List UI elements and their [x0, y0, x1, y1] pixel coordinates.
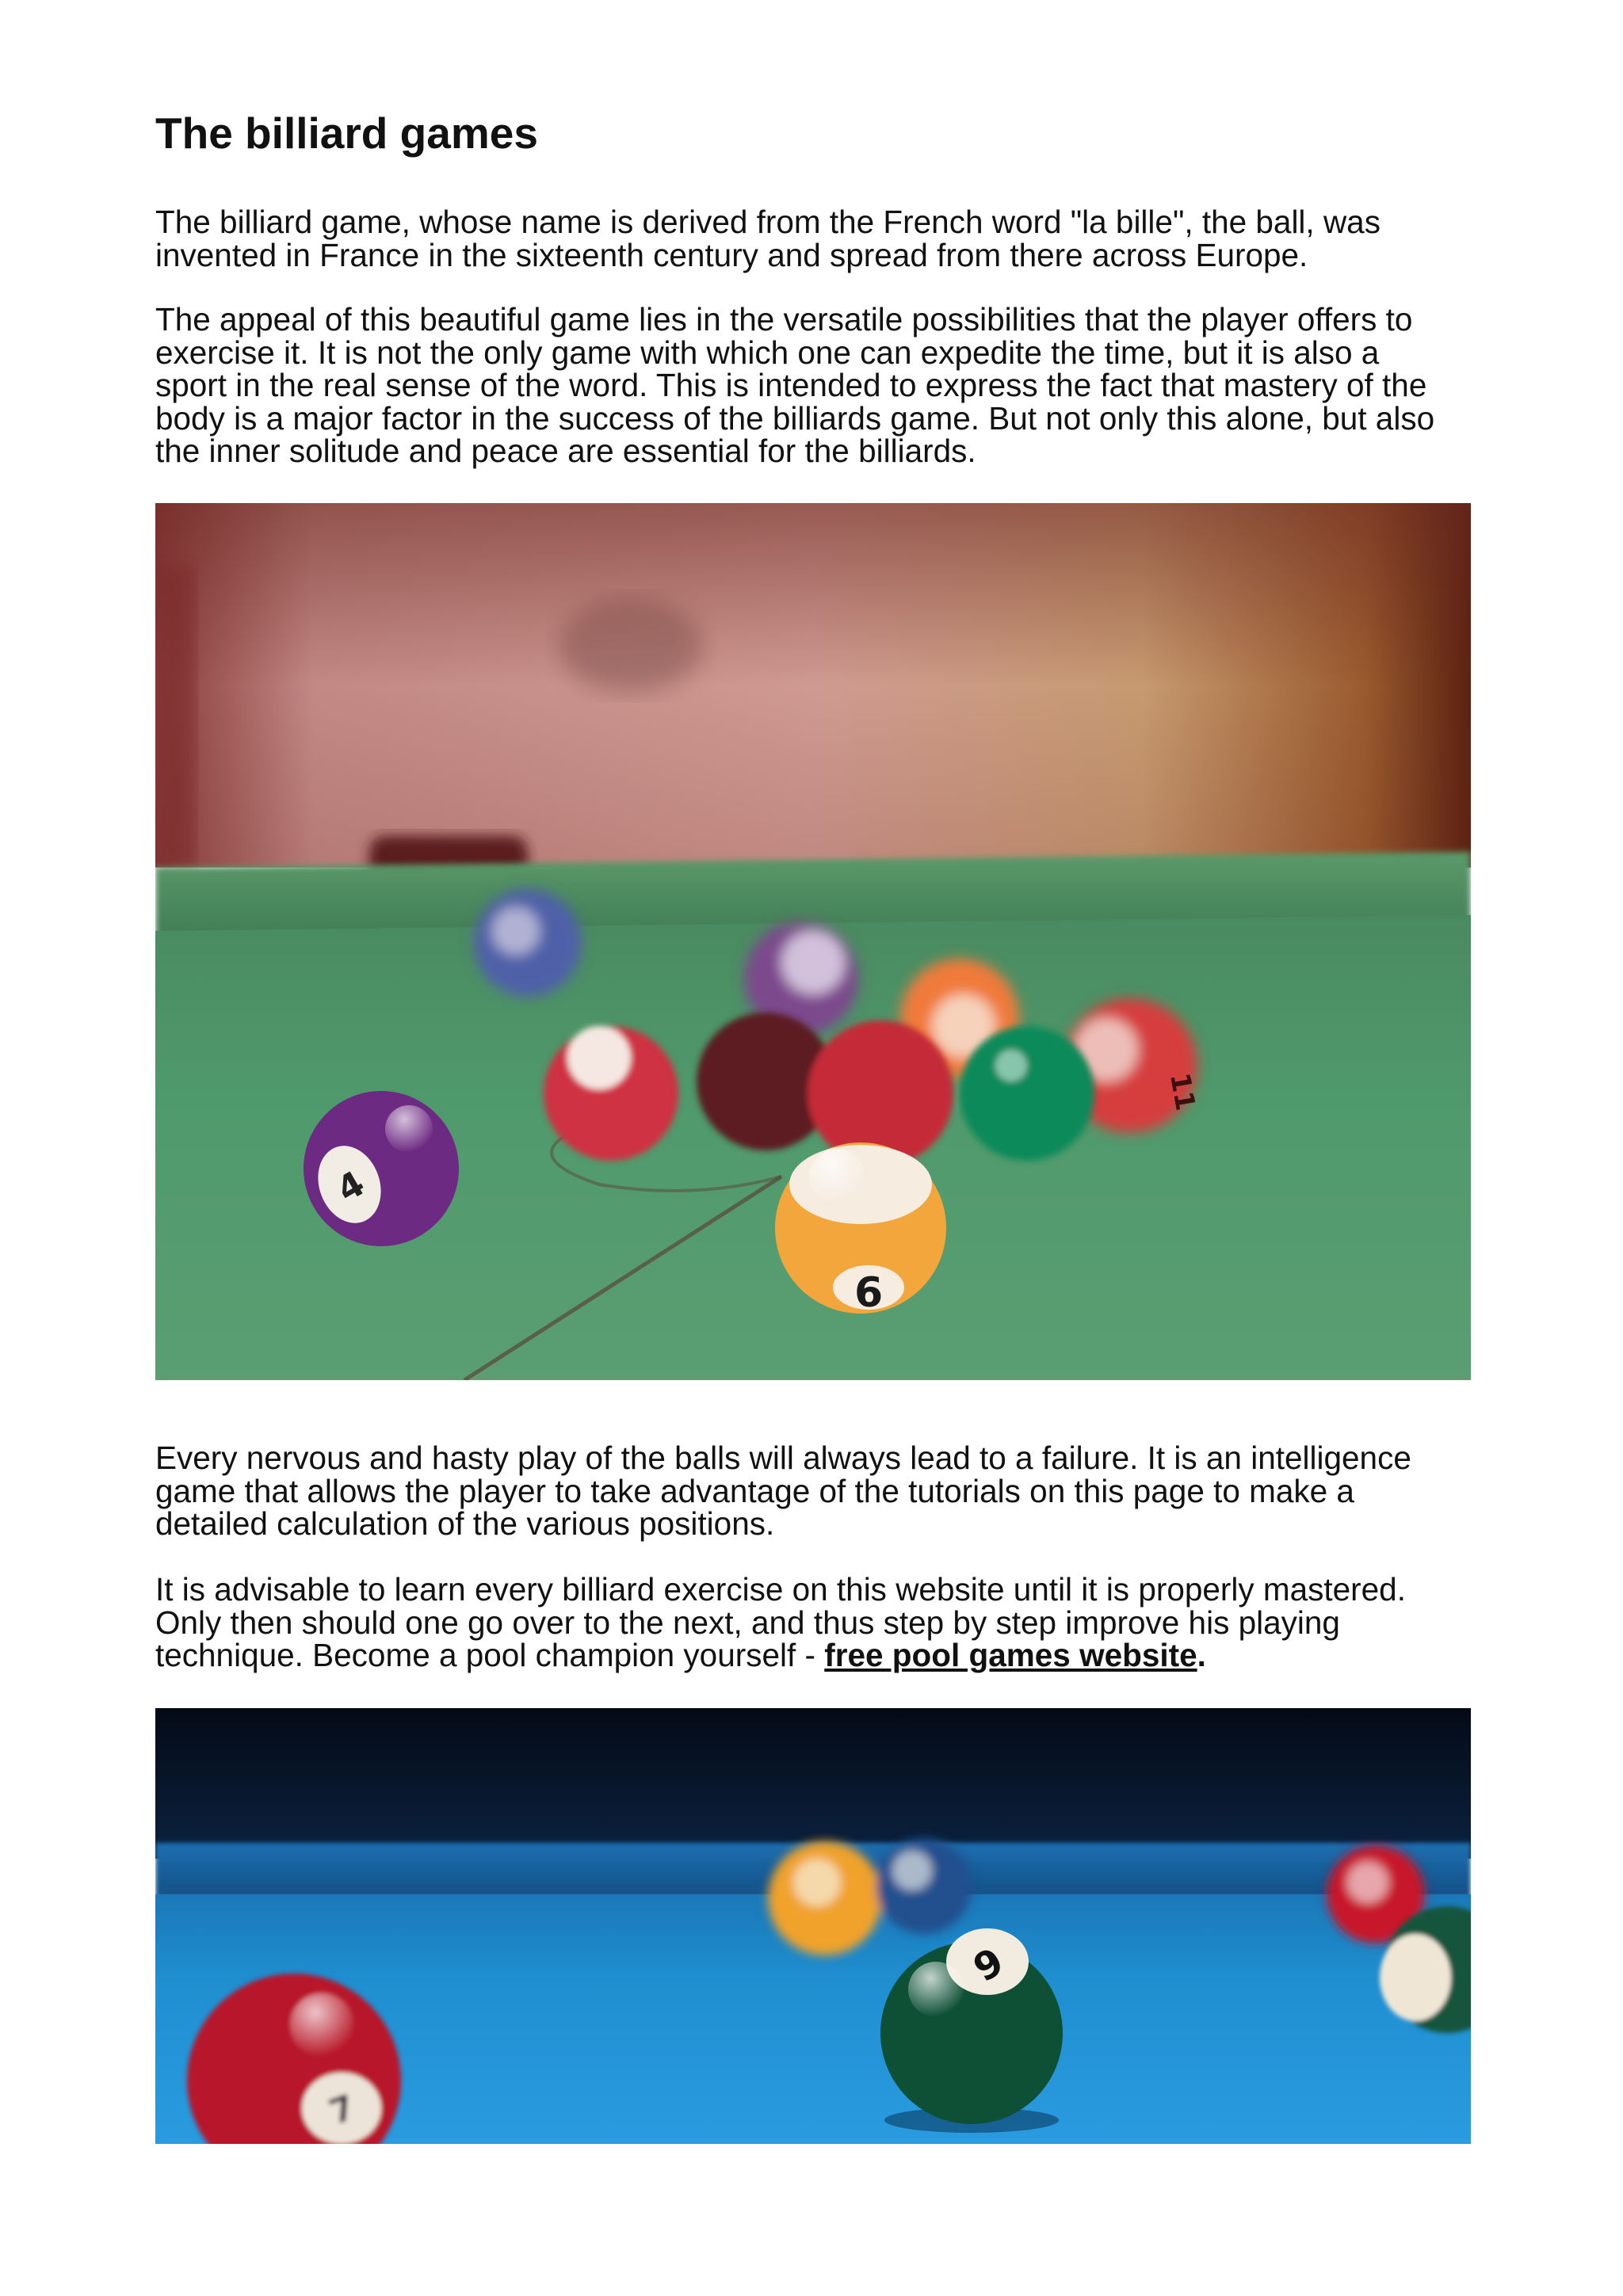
ball-label: 6: [964, 1937, 1010, 1989]
ball-label: 4: [330, 1163, 372, 1211]
text-line-prefix: technique. Become a pool champion yourself -: [155, 1637, 825, 1673]
ball-label: 7: [323, 2087, 361, 2134]
text-line: It is advisable to learn every billiard exercise on this website until it is properly mastered.: [155, 1571, 1406, 1608]
blue-table-photo: [155, 1708, 1471, 2144]
text-line: exercise it. It is not the only game with which one can expedite the time, but it is also a: [155, 334, 1380, 371]
text-line: invented in France in the sixteenth century and spread from there across Europe.: [155, 236, 1308, 273]
text-line: Every nervous and hasty play of the balls will always lead to a failure. It is an intelligence: [155, 1440, 1411, 1476]
page-title: The billiard games: [155, 109, 538, 158]
text-line-with-link: [155, 1639, 1503, 1672]
text-line: the inner solitude and peace are essential for the billiards.: [155, 433, 976, 469]
intelligence-paragraph: [155, 1442, 1503, 1541]
text-line: game that allows the player to take advantage of the tutorials on this page to make a: [155, 1472, 1354, 1509]
text-line: Only then should one go over to the next, and thus step by step improve his playing: [155, 1604, 1340, 1641]
ball-label: 9: [854, 1266, 884, 1314]
text-line: sport in the real sense of the word. This is intended to express the fact that mastery of the: [155, 367, 1427, 403]
text-line: detailed calculation of the various positions.: [155, 1505, 775, 1542]
text-line: body is a major factor in the success of the billiards game. But not only this alone, but also: [155, 399, 1435, 437]
appeal-paragraph: [155, 303, 1503, 468]
text-line: The billiard game, whose name is derived from the French word "la bille", the ball, was: [155, 204, 1381, 240]
green-table-photo: [155, 503, 1471, 1380]
intro-paragraph: [155, 206, 1503, 272]
advice-paragraph: [155, 1573, 1503, 1672]
ball-label: 11: [1163, 1070, 1201, 1113]
free-pool-games-link[interactable]: free pool games website: [824, 1637, 1197, 1673]
text-line-suffix: .: [1197, 1637, 1206, 1673]
text-line: The appeal of this beautiful game lies in the versatile possibilities that the player offers to: [155, 301, 1413, 338]
